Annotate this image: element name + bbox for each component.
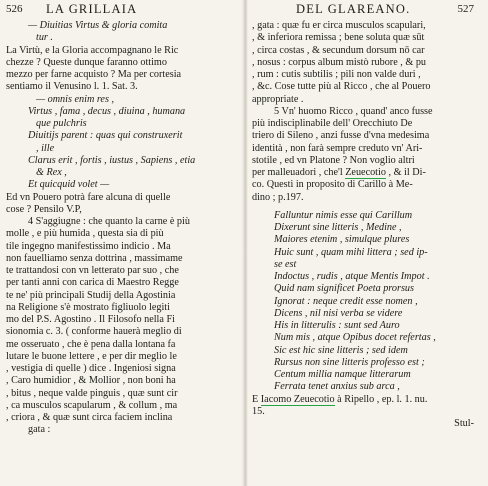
text-line: dino ; p.197. xyxy=(252,191,304,203)
text-line: chezze ? Queste dunque faranno ottimo xyxy=(6,56,167,68)
text-line: , ille xyxy=(36,142,55,154)
right-page xyxy=(246,0,488,486)
text-line: — omnis enim res , xyxy=(36,93,115,105)
text-line: , & inferiora remissa ; bene soluta quæ sūt xyxy=(252,32,425,44)
text-line: , rum : cutis subtilis ; pili non valde duri , xyxy=(252,69,421,80)
text-line: tur . xyxy=(36,32,53,44)
text-line: mezzo per farne acquisto ? Ma per cortesia xyxy=(6,69,182,80)
verse-line: Centum millia namque litterarum xyxy=(274,369,411,380)
text-line: , criora , & quæ sunt circa faciem inclina xyxy=(6,412,173,423)
running-head: LA GRILLAIA xyxy=(46,2,138,16)
text-line xyxy=(252,167,478,179)
left-page-body xyxy=(6,20,238,437)
right-page-body xyxy=(252,20,478,430)
text-line: , vestigia di quelle ) dice . Ingeniosi signa xyxy=(6,363,176,374)
text-line: Clarus erit , fortis , iustus , Sapiens , etia xyxy=(28,154,196,166)
verse-line: Dixerunt sine litteris , Medine , xyxy=(274,222,402,233)
catchword: Stul- xyxy=(454,418,474,429)
text-line: , nosus : corpus album mistò rubore , & pu xyxy=(252,56,427,68)
text-line: appropriate . xyxy=(252,93,304,105)
text-line: La Virtù, e la Gloria accompagnano le Ric xyxy=(6,44,179,56)
text-line: 15. xyxy=(252,405,265,417)
text-line: molle , e più humida , questa sia di più xyxy=(6,228,164,240)
text-line: lutare le buone lettere , e per dir meglio le xyxy=(6,350,177,362)
verse-line: Sic est hic sine litteris ; sed idem xyxy=(274,344,408,356)
text-line: , ca musculos scapularum , & collum , ma xyxy=(6,399,178,411)
page-header xyxy=(246,2,488,18)
page-number: 526 xyxy=(6,3,23,15)
text-line: 4 S'aggiugne : che quanto la carne è più xyxy=(28,216,190,227)
text-line: te trattandosi con vn letterato par suo , che xyxy=(6,265,179,276)
text-line: sionomia c. 3. ( conforme hauerà meglio di xyxy=(6,326,182,338)
verse-line: se est xyxy=(274,258,297,270)
running-head: DEL GLAREANO. xyxy=(296,2,411,16)
text-line: sentiamo il Venusino l. 1. Sat. 3. xyxy=(6,81,138,93)
text-line: 5 Vn' huomo Ricco , quand' anco fusse xyxy=(274,105,433,117)
text-line: tile ingegno manifestissimo indicio . Ma xyxy=(6,240,171,252)
text-line: non fauelliamo senza dottrina , massimame xyxy=(6,252,183,264)
verse-line: Indoctus , rudis , atque Mentis Impot . xyxy=(274,271,430,282)
highlighted-name-zeuecotio: Zeuecotio xyxy=(345,167,386,178)
verse-line: Ignorat : neque credit esse nomen , xyxy=(274,295,418,307)
text-line: me osseruato , che è pena dalla lontana fa xyxy=(6,338,176,350)
verse-line: Falluntur nimis esse qui Carillum xyxy=(274,209,413,221)
text-line: triero di Sileno , anzi fusse d'vna medesima xyxy=(252,130,430,142)
text-line: identità , non farà sempre creduto vn' Ari- xyxy=(252,142,423,154)
line-prefix: E xyxy=(252,393,261,405)
verse-line: Dicens , nil nisi verba se videre xyxy=(274,307,403,319)
highlighted-name-iacomo-zeuecotio: Iacomo Zeuecotio xyxy=(260,393,335,405)
text-line: più indisciplinabile dell' Orecchiuto De xyxy=(252,118,413,129)
line-trail: , & il Di- xyxy=(385,167,426,178)
verse-line: Quid nam significet Poeta prorsus xyxy=(274,283,414,295)
verse-line: Ferrata tenet anxius sub arca , xyxy=(274,381,400,393)
text-line: cose ? Pensilo V.P, xyxy=(6,203,82,215)
text-line: na Religione s'è mostrato figliuolo legiti xyxy=(6,301,170,313)
text-line: Diuitijs parent : quas qui construxerit xyxy=(28,130,183,142)
page-header xyxy=(0,2,244,18)
text-line: co. Questi in proposito di Carillo à Me- xyxy=(252,179,413,191)
text-line: te ne' più principali Studij della Agostinia xyxy=(6,289,176,301)
text-line: gata : xyxy=(28,424,51,436)
text-line: , &c. Cose tutte più al Ricco , che al Pouero xyxy=(252,81,431,93)
text-line: Ed vn Pouero potrà fare alcuna di quelle xyxy=(6,191,171,203)
line-lead-in: per malleuadori , che'l xyxy=(252,167,346,178)
text-line: Et quicquid volet — xyxy=(28,179,110,191)
text-line: , bitus , neque valde pinguis , quæ sunt cir xyxy=(6,387,178,399)
verse-line: Maiores etenim , simulque plures xyxy=(274,234,410,246)
text-line: & Rex , xyxy=(36,167,67,178)
text-line: stotile , ed vn Platone ? Non voglio altri xyxy=(252,154,415,166)
page-number: 527 xyxy=(457,3,474,15)
verse-line: Num mis , atque Opibus docet refertas , xyxy=(274,332,436,344)
verse-line: Huic sunt , quam mihi littera ; sed ip- xyxy=(274,246,428,258)
text-line: , circa costas , & secundum dorsum nō car xyxy=(252,44,425,56)
text-line: per tanti anni con carica di Maestro Regge xyxy=(6,277,179,289)
verse-line: His in litterulis : sunt sed Auro xyxy=(274,320,400,331)
text-line: que pulchris xyxy=(36,118,87,129)
text-line: mo del P.S. Agostino . Il Filosofo nella Fi xyxy=(6,314,175,325)
text-line: Virtus , fama , decus , diuina , humana xyxy=(28,105,186,117)
line-suffix: à Ripello , ep. l. 1. nu. xyxy=(334,393,428,405)
text-line: , Caro humidior , & Mollior , non boni ha xyxy=(6,375,176,387)
text-line: , gata : quæ fu er circa musculos scapulari, xyxy=(252,20,426,31)
verse-line: Rursus non sine litteris professo est ; xyxy=(274,356,425,368)
text-line: — Diuitias Virtus & gloria comita xyxy=(28,20,168,31)
text-line xyxy=(252,394,478,406)
